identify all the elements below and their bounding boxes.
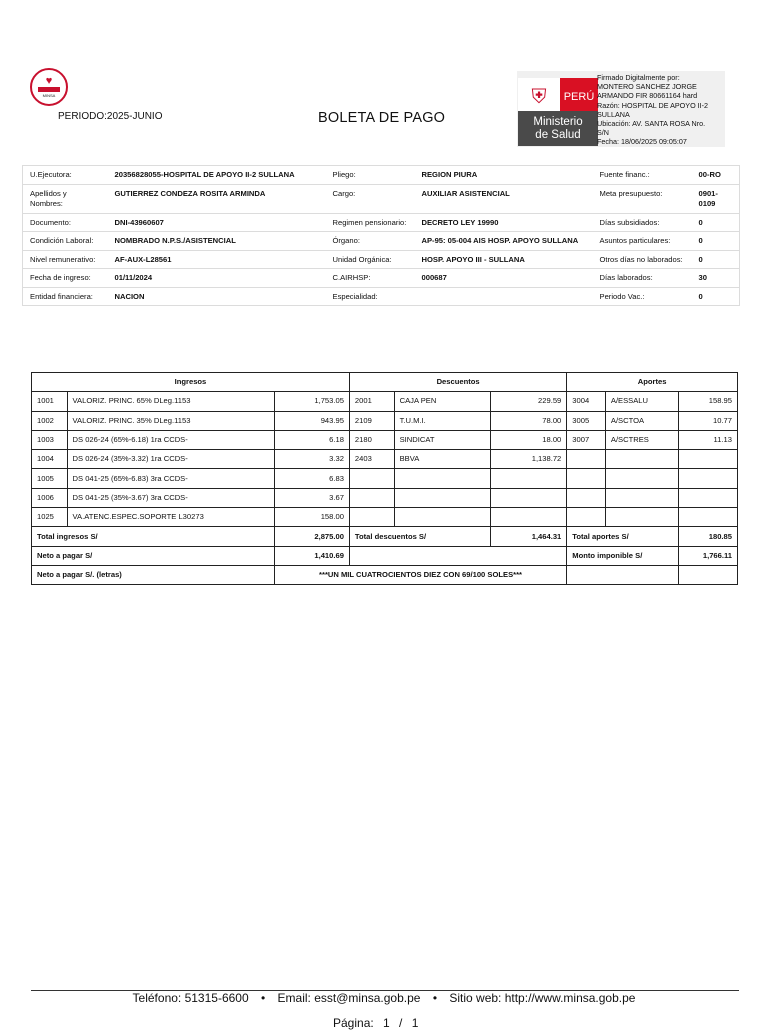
info-value: DECRETO LEY 19990	[415, 213, 593, 232]
info-row	[23, 250, 740, 269]
aporte-amount: 11.13	[679, 430, 738, 449]
descuento-desc	[394, 488, 491, 507]
info-label: Pliego:	[326, 166, 415, 185]
ingreso-amount: 943.95	[274, 411, 349, 430]
descuento-desc: SINDICAT	[394, 430, 491, 449]
coat-of-arms-icon: ⛨	[518, 78, 560, 116]
info-label: Órgano:	[326, 232, 415, 251]
aporte-code: 3005	[567, 411, 606, 430]
page-title: BOLETA DE PAGO	[318, 110, 446, 126]
info-value: AUXILIAR ASISTENCIAL	[415, 184, 593, 213]
aporte-amount	[679, 469, 738, 488]
logo-text: MINSA	[42, 93, 56, 98]
info-label: Fecha de ingreso:	[23, 269, 108, 288]
ingreso-desc: VA.ATENC.ESPEC.SOPORTE L30273	[67, 508, 274, 527]
neto-letras-label: Neto a pagar S/. (letras)	[32, 565, 275, 584]
neto-letras-row	[32, 565, 738, 584]
info-value: 01/11/2024	[108, 269, 326, 288]
ingreso-code: 1001	[32, 392, 68, 411]
digital-signature-seal	[517, 71, 725, 147]
info-value: 00-RO	[692, 166, 740, 185]
aporte-amount: 158.95	[679, 392, 738, 411]
ingreso-code: 1025	[32, 508, 68, 527]
ingreso-desc: DS 041-25 (65%-6.83) 3ra CCDS-	[67, 469, 274, 488]
info-row	[23, 184, 740, 213]
info-label: Otros días no laborados:	[593, 250, 692, 269]
ingreso-amount: 3.32	[274, 450, 349, 469]
aporte-amount	[679, 450, 738, 469]
aporte-code: 3004	[567, 392, 606, 411]
total-descuentos-label: Total descuentos S/	[349, 527, 490, 546]
aporte-desc	[605, 508, 678, 527]
page-number: Página: 1 / 1	[333, 1016, 419, 1030]
descuento-desc: T.U.M.I.	[394, 411, 491, 430]
descuento-amount	[491, 488, 567, 507]
aporte-desc	[605, 450, 678, 469]
payroll-row	[32, 411, 738, 430]
ingreso-amount: 6.83	[274, 469, 349, 488]
info-value: 20356828055-HOSPITAL DE APOYO II-2 SULLANA	[108, 166, 326, 185]
signature-line: S/N	[597, 128, 609, 138]
descuento-amount: 18.00	[491, 430, 567, 449]
footer-email: Email: esst@minsa.gob.pe	[277, 991, 421, 1005]
descuento-code: 2109	[349, 411, 394, 430]
total-aportes-label: Total aportes S/	[567, 527, 679, 546]
aporte-desc	[605, 469, 678, 488]
footer-separator: •	[432, 991, 438, 1005]
info-value: 0	[692, 250, 740, 269]
total-aportes-value: 180.85	[679, 527, 738, 546]
signature-text	[597, 73, 725, 147]
info-label: Meta presupuesto:	[593, 184, 692, 213]
info-value: 000687	[415, 269, 593, 288]
signature-line: Razón: HOSPITAL DE APOYO II-2	[597, 100, 709, 110]
info-value: 0901-0109	[692, 184, 740, 213]
info-row	[23, 287, 740, 306]
aporte-desc: A/SCTRES	[605, 430, 678, 449]
payroll-row	[32, 392, 738, 411]
letras-empty-cell	[567, 565, 679, 584]
aporte-desc: A/ESSALU	[605, 392, 678, 411]
info-label: Días laborados:	[593, 269, 692, 288]
ingreso-amount: 1,753.05	[274, 392, 349, 411]
signature-line: Firmado Digitalmente por:	[597, 73, 680, 82]
neto-empty-cell	[349, 546, 566, 565]
info-value: 0	[692, 213, 740, 232]
ingreso-desc: DS 041-25 (35%-3.67) 3ra CCDS-	[67, 488, 274, 507]
aporte-amount: 10.77	[679, 411, 738, 430]
descuento-desc: BBVA	[394, 450, 491, 469]
info-value: 0	[692, 232, 740, 251]
info-label: Cargo:	[326, 184, 415, 213]
total-ingresos-label: Total ingresos S/	[32, 527, 275, 546]
total-ingresos-value: 2,875.00	[274, 527, 349, 546]
ingreso-desc: VALORIZ. PRINC. 65% DLeg.1153	[67, 392, 274, 411]
info-value: DNI-43960607	[108, 213, 326, 232]
descuento-desc	[394, 469, 491, 488]
info-row	[23, 269, 740, 288]
letras-empty-cell	[679, 565, 738, 584]
aporte-code	[567, 508, 606, 527]
heart-icon: ♥	[45, 75, 53, 87]
payroll-row	[32, 430, 738, 449]
info-label: Días subsidiados:	[593, 213, 692, 232]
info-value: AF-AUX-L28561	[108, 250, 326, 269]
aporte-amount	[679, 488, 738, 507]
info-label: Regimen pensionario:	[326, 213, 415, 232]
descuento-code: 2180	[349, 430, 394, 449]
footer-separator: •	[261, 991, 266, 1005]
descuento-code	[349, 469, 394, 488]
aporte-desc: A/SCTOA	[605, 411, 678, 430]
ministry-line1: Ministerio	[533, 115, 583, 128]
descuento-desc	[394, 508, 491, 527]
descuento-code	[349, 488, 394, 507]
info-label: Periodo Vac.:	[593, 287, 692, 306]
info-value: GUTIERREZ CONDEZA ROSITA ARMINDA	[108, 184, 326, 213]
ingreso-amount: 6.18	[274, 430, 349, 449]
totals-row	[32, 527, 738, 546]
payroll-header-row	[32, 373, 738, 392]
info-row	[23, 232, 740, 251]
info-label: Unidad Orgánica:	[326, 250, 415, 269]
neto-value: 1,410.69	[274, 546, 349, 565]
descuento-amount: 229.59	[491, 392, 567, 411]
aporte-code	[567, 450, 606, 469]
ingresos-header: Ingresos	[32, 373, 350, 392]
ingreso-code: 1002	[32, 411, 68, 430]
periodo-label: PERIODO:2025-JUNIO	[58, 111, 163, 122]
payroll-table	[31, 372, 738, 585]
institution-logo	[30, 68, 68, 106]
aporte-code	[567, 469, 606, 488]
descuento-amount: 1,138.72	[491, 450, 567, 469]
info-label: Documento:	[23, 213, 108, 232]
ingreso-code: 1004	[32, 450, 68, 469]
descuento-code	[349, 508, 394, 527]
monto-imponible-value: 1,766.11	[679, 546, 738, 565]
ingreso-desc: DS 026-24 (35%-3.32) 1ra CCDS-	[67, 450, 274, 469]
descuento-amount	[491, 508, 567, 527]
logo-bar	[38, 87, 60, 92]
signature-line: Fecha: 18/06/2025 09:05:07	[597, 137, 687, 147]
info-label: U.Ejecutora:	[23, 166, 108, 185]
ministry-label	[518, 111, 598, 146]
payroll-row	[32, 508, 738, 527]
info-label: Especialidad:	[326, 287, 415, 306]
descuento-amount	[491, 469, 567, 488]
info-value: 0	[692, 287, 740, 306]
info-value: HOSP. APOYO III - SULLANA	[415, 250, 593, 269]
monto-imponible-label: Monto imponible S/	[567, 546, 679, 565]
info-label: Nivel remunerativo:	[23, 250, 108, 269]
signature-line: ARMANDO FIR 80661164 hard	[597, 91, 698, 101]
info-label: Apellidos y Nombres:	[23, 184, 108, 213]
payroll-row	[32, 488, 738, 507]
signature-line: Ubicación: AV. SANTA ROSA Nro.	[597, 119, 706, 129]
payroll-row	[32, 450, 738, 469]
signature-line: SULLANA	[597, 109, 630, 119]
info-value: REGION PIURA	[415, 166, 593, 185]
info-label: Condición Laboral:	[23, 232, 108, 251]
ingreso-code: 1006	[32, 488, 68, 507]
footer-contact	[0, 991, 768, 1005]
payroll-row	[32, 469, 738, 488]
descuentos-header: Descuentos	[349, 373, 566, 392]
aportes-header: Aportes	[567, 373, 738, 392]
descuento-desc: CAJA PEN	[394, 392, 491, 411]
total-descuentos-value: 1,464.31	[491, 527, 567, 546]
employee-info-table	[22, 165, 740, 306]
ingreso-code: 1003	[32, 430, 68, 449]
descuento-code: 2001	[349, 392, 394, 411]
info-label: Asuntos particulares:	[593, 232, 692, 251]
ingreso-amount: 3.67	[274, 488, 349, 507]
aporte-code: 3007	[567, 430, 606, 449]
info-value: AP-95: 05-004 AIS HOSP. APOYO SULLANA	[415, 232, 593, 251]
info-row	[23, 166, 740, 185]
neto-row	[32, 546, 738, 565]
descuento-code: 2403	[349, 450, 394, 469]
info-value: NACION	[108, 287, 326, 306]
info-value: NOMBRADO N.P.S./ASISTENCIAL	[108, 232, 326, 251]
ingreso-amount: 158.00	[274, 508, 349, 527]
neto-label: Neto a pagar S/	[32, 546, 275, 565]
footer-telefono: Teléfono: 51315-6600	[132, 991, 249, 1005]
ingreso-desc: DS 026-24 (65%-6.18) 1ra CCDS-	[67, 430, 274, 449]
peru-label: PERÚ	[560, 78, 598, 116]
aporte-desc	[605, 488, 678, 507]
info-label: Entidad financiera:	[23, 287, 108, 306]
aporte-amount	[679, 508, 738, 527]
info-label: C.AIRHSP:	[326, 269, 415, 288]
signature-line: MONTERO SANCHEZ JORGE	[597, 82, 697, 92]
ministry-line2: de Salud	[535, 128, 581, 141]
ingreso-desc: VALORIZ. PRINC. 35% DLeg.1153	[67, 411, 274, 430]
info-row	[23, 213, 740, 232]
neto-letras-value: ***UN MIL CUATROCIENTOS DIEZ CON 69/100 SOLES***	[274, 565, 567, 584]
footer-web: Sitio web: http://www.minsa.gob.pe	[449, 991, 636, 1005]
aporte-code	[567, 488, 606, 507]
ingreso-code: 1005	[32, 469, 68, 488]
info-value	[415, 287, 593, 306]
descuento-amount: 78.00	[491, 411, 567, 430]
info-value: 30	[692, 269, 740, 288]
info-label: Fuente financ.:	[593, 166, 692, 185]
